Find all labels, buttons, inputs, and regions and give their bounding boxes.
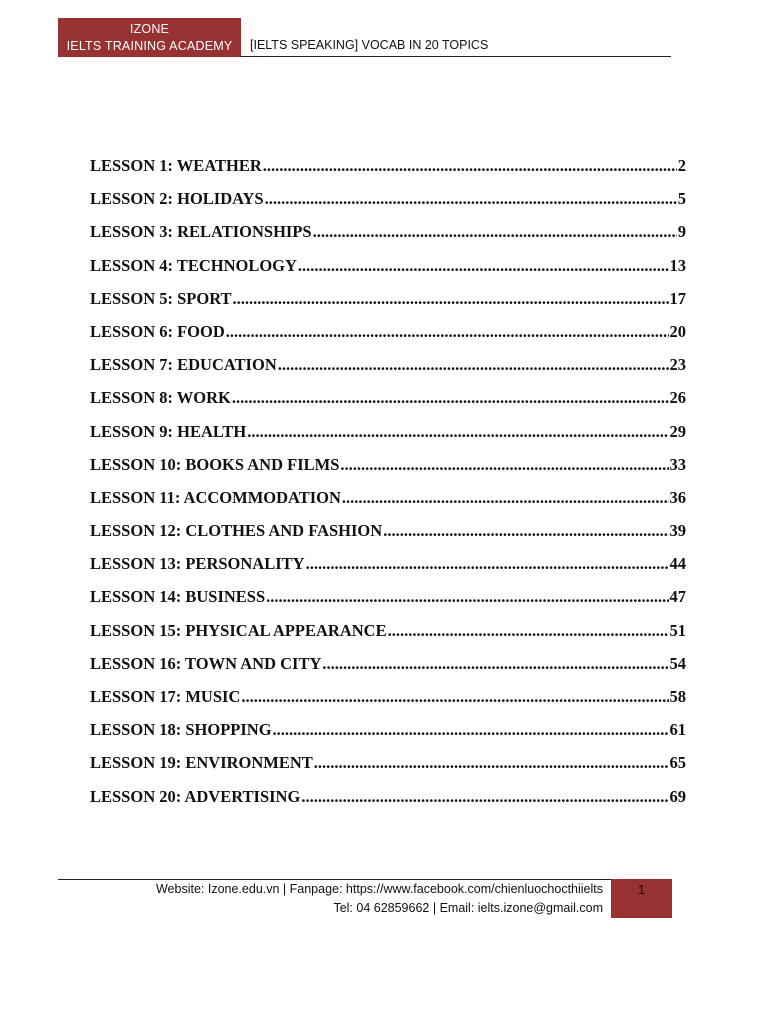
toc-leader-dots bbox=[263, 156, 677, 176]
toc-leader-dots bbox=[340, 455, 668, 475]
toc-entry-page: 9 bbox=[677, 222, 686, 242]
toc-leader-dots bbox=[266, 587, 668, 607]
toc-entry[interactable] bbox=[90, 687, 686, 720]
document-title: [IELTS SPEAKING] VOCAB IN 20 TOPICS bbox=[250, 38, 489, 52]
toc-entry-page: 13 bbox=[669, 255, 686, 275]
toc-entry-label: LESSON 18: SHOPPING bbox=[90, 720, 272, 740]
toc-entry-label: LESSON 13: PERSONALITY bbox=[90, 554, 305, 574]
toc-entry-label: LESSON 20: ADVERTISING bbox=[90, 786, 301, 806]
toc-entry[interactable] bbox=[90, 787, 686, 820]
toc-entry-label: LESSON 9: HEALTH bbox=[90, 421, 247, 441]
toc-entry-label: LESSON 7: EDUCATION bbox=[90, 355, 277, 375]
toc-entry[interactable] bbox=[90, 256, 686, 289]
toc-entry-page: 54 bbox=[669, 653, 686, 673]
toc-entry[interactable] bbox=[90, 322, 686, 355]
toc-entry-label: LESSON 19: ENVIRONMENT bbox=[90, 753, 313, 773]
toc-entry[interactable] bbox=[90, 753, 686, 786]
toc-leader-dots bbox=[342, 488, 669, 508]
toc-entry-page: 5 bbox=[677, 189, 686, 209]
toc-entry-label: LESSON 4: TECHNOLOGY bbox=[90, 255, 297, 275]
toc-entry-label: LESSON 3: RELATIONSHIPS bbox=[90, 222, 312, 242]
toc-entry-page: 51 bbox=[669, 620, 686, 640]
toc-entry-label: LESSON 17: MUSIC bbox=[90, 687, 241, 706]
toc-leader-dots bbox=[322, 654, 668, 674]
toc-entry-label: LESSON 14: BUSINESS bbox=[90, 587, 266, 607]
toc-entry[interactable] bbox=[90, 222, 686, 255]
toc-entry[interactable] bbox=[90, 189, 686, 222]
toc-entry-label: LESSON 16: TOWN AND CITY bbox=[90, 653, 322, 673]
toc-entry-page: 61 bbox=[669, 720, 686, 740]
toc-leader-dots bbox=[301, 787, 668, 807]
toc-entry-label: LESSON 8: WORK bbox=[90, 388, 231, 408]
footer-contact-line: Tel: 04 62859662 | Email: ielts.izone@gmail.com bbox=[333, 901, 603, 915]
toc-leader-dots bbox=[298, 256, 669, 276]
toc-leader-dots bbox=[232, 388, 669, 408]
toc-entry-label: LESSON 1: WEATHER bbox=[90, 156, 262, 175]
toc-entry-page: 58 bbox=[669, 687, 686, 706]
toc-entry-page: 33 bbox=[669, 454, 686, 474]
toc-entry-page: 2 bbox=[677, 156, 686, 175]
toc-leader-dots bbox=[278, 355, 669, 375]
toc-leader-dots bbox=[241, 687, 668, 707]
toc-entry[interactable] bbox=[90, 521, 686, 554]
toc-entry-page: 29 bbox=[669, 421, 686, 441]
toc-entry-page: 26 bbox=[669, 388, 686, 408]
toc-leader-dots bbox=[388, 621, 669, 641]
toc-entry-label: LESSON 6: FOOD bbox=[90, 321, 225, 341]
toc-entry-page: 23 bbox=[669, 355, 686, 375]
toc-entry-page: 65 bbox=[669, 753, 686, 773]
toc-entry-page: 39 bbox=[669, 521, 686, 541]
toc-entry[interactable] bbox=[90, 289, 686, 322]
toc-entry[interactable] bbox=[90, 554, 686, 587]
toc-leader-dots bbox=[247, 422, 668, 442]
toc-leader-dots bbox=[273, 720, 669, 740]
toc-entry[interactable] bbox=[90, 388, 686, 421]
toc-leader-dots bbox=[306, 554, 669, 574]
toc-entry[interactable] bbox=[90, 720, 686, 753]
toc-entry[interactable] bbox=[90, 355, 686, 388]
toc-entry-page: 17 bbox=[669, 288, 686, 308]
toc-leader-dots bbox=[233, 289, 669, 309]
toc-entry[interactable] bbox=[90, 621, 686, 654]
toc-entry-page: 20 bbox=[669, 321, 686, 341]
toc-entry-page: 69 bbox=[669, 786, 686, 806]
toc-leader-dots bbox=[226, 322, 669, 342]
toc-entry[interactable] bbox=[90, 587, 686, 620]
page-number: 1 bbox=[611, 879, 672, 918]
toc-entry[interactable] bbox=[90, 422, 686, 455]
toc-entry-page: 36 bbox=[669, 487, 686, 507]
toc-leader-dots bbox=[265, 189, 677, 209]
org-subtitle: IELTS TRAINING ACADEMY bbox=[66, 39, 233, 53]
toc-entry-page: 47 bbox=[669, 587, 686, 607]
toc-entry-label: LESSON 12: CLOTHES AND FASHION bbox=[90, 521, 383, 541]
toc-entry-label: LESSON 15: PHYSICAL APPEARANCE bbox=[90, 620, 387, 640]
toc-entry[interactable] bbox=[90, 488, 686, 521]
footer-website-line: Website: Izone.edu.vn | Fanpage: https://www.facebook.com/chienluochocthiielts bbox=[155, 882, 603, 896]
org-header-block bbox=[58, 18, 241, 57]
toc-entry-label: LESSON 11: ACCOMMODATION bbox=[90, 487, 341, 507]
toc-leader-dots bbox=[383, 521, 668, 541]
toc-entry-label: LESSON 2: HOLIDAYS bbox=[90, 189, 264, 209]
toc-leader-dots bbox=[314, 753, 669, 773]
toc-entry-page: 44 bbox=[669, 554, 686, 574]
toc-entry[interactable] bbox=[90, 455, 686, 488]
toc-entry-label: LESSON 5: SPORT bbox=[90, 288, 232, 308]
toc-entry[interactable] bbox=[90, 654, 686, 687]
footer-contact bbox=[58, 880, 603, 918]
toc-entry[interactable] bbox=[90, 156, 686, 189]
header-divider bbox=[241, 56, 671, 57]
toc-entry-label: LESSON 10: BOOKS AND FILMS bbox=[90, 454, 340, 474]
org-name: IZONE bbox=[129, 22, 170, 36]
toc-leader-dots bbox=[313, 222, 677, 242]
table-of-contents bbox=[90, 156, 686, 820]
